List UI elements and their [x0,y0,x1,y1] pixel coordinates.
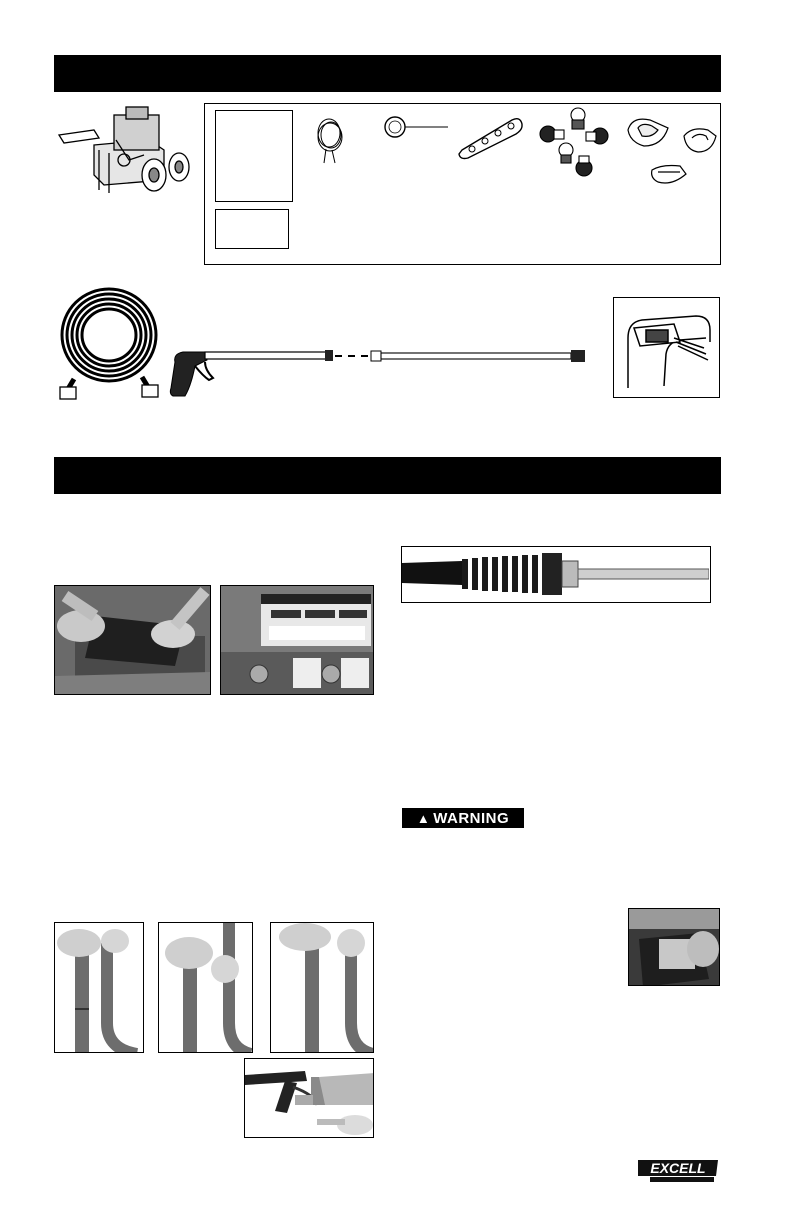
handle-frame-box [613,297,720,398]
warning-label-panel-photo [220,585,374,695]
spray-wand-closeup-photo [401,546,711,603]
handle-assembly-step1-photo [54,922,144,1053]
mounting-bracket-illustration [456,112,524,160]
excell-logo [636,1158,720,1184]
svg-text:EXCELL: EXCELL [650,1160,706,1176]
spray-gun-and-wand-illustration [165,340,605,405]
warning-label: WARNING [433,809,510,827]
handle-assembly-step2-photo [158,922,253,1053]
warning-badge [402,808,524,828]
section-header-bar-top [54,55,721,92]
pump-component-photo [628,908,720,986]
pressure-washer-unit-illustration [54,105,194,195]
spray-gun-connection-photo [244,1058,374,1138]
coiled-wire-illustration [312,113,348,165]
handle-grip-set-illustration [622,112,720,190]
owners-manual-booklet [215,110,293,202]
applying-decal-photo [54,585,211,695]
warning-triangle-icon: ▲ [416,810,431,826]
dust-cap-with-tether-illustration [382,114,448,140]
high-pressure-hose-illustration [56,283,162,403]
warranty-card [215,209,289,249]
spray-nozzle-set-illustration [536,106,616,178]
handle-assembly-step3-photo [270,922,374,1053]
section-header-bar-assembly [54,457,721,494]
